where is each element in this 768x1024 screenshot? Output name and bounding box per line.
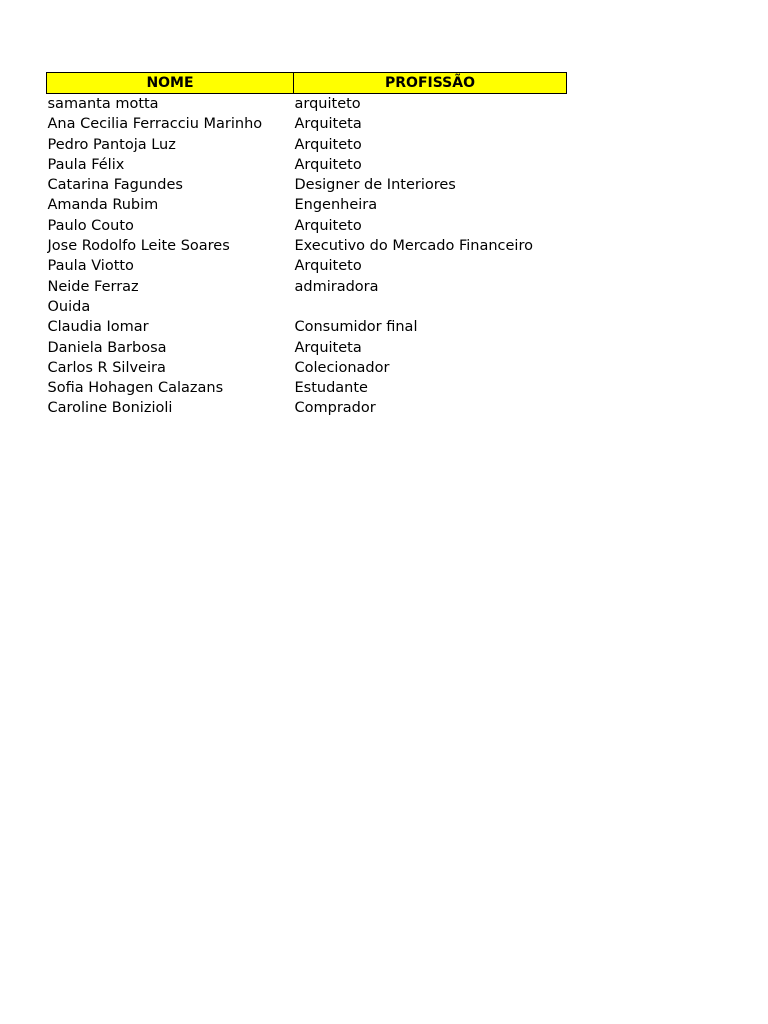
name-cell: Ana Cecilia Ferracciu Marinho	[47, 116, 263, 133]
table-row	[47, 175, 567, 195]
name-cell: Paula Viotto	[47, 258, 134, 275]
name-cell: Sofia Hohagen Calazans	[47, 380, 224, 397]
name-cell: Daniela Barbosa	[47, 339, 167, 356]
table-row	[47, 94, 567, 115]
table-row	[47, 277, 567, 297]
spreadsheet	[46, 72, 566, 419]
table-row	[47, 358, 567, 378]
name-cell: Amanda Rubim	[47, 197, 159, 214]
profession-cell: Engenheira	[294, 197, 378, 214]
header-nome: NOME	[47, 73, 294, 94]
header-profissao: PROFISSÃO	[294, 73, 567, 94]
profession-cell: Comprador	[294, 400, 376, 417]
table-row	[47, 256, 567, 276]
profession-cell: Colecionador	[294, 359, 390, 376]
profession-cell: Designer de Interiores	[294, 177, 456, 194]
name-cell: Pedro Pantoja Luz	[47, 136, 176, 153]
profession-cell: Estudante	[294, 380, 368, 397]
profession-cell	[294, 297, 567, 317]
name-cell: Caroline Bonizioli	[47, 400, 173, 417]
name-cell: Carlos R Silveira	[47, 359, 166, 376]
profession-cell: Consumidor final	[294, 319, 418, 336]
name-cell: samanta motta	[47, 96, 159, 112]
profession-cell: Arquiteta	[294, 339, 362, 356]
name-cell: Claudia Iomar	[47, 319, 149, 336]
table-body	[47, 94, 567, 419]
profession-cell: admiradora	[294, 278, 379, 295]
profession-cell: Arquiteto	[294, 217, 362, 234]
name-cell: Paulo Couto	[47, 217, 134, 234]
table-row	[47, 135, 567, 155]
name-cell: Ouida	[47, 298, 91, 315]
table-row	[47, 155, 567, 175]
name-cell: Paula Félix	[47, 156, 125, 173]
profession-cell: Arquiteta	[294, 116, 362, 133]
table-row	[47, 317, 567, 337]
name-cell: Catarina Fagundes	[47, 177, 183, 194]
table-row	[47, 398, 567, 418]
profession-cell: Arquiteto	[294, 136, 362, 153]
table-row	[47, 236, 567, 256]
profession-cell: arquiteto	[294, 96, 361, 112]
table-row	[47, 216, 567, 236]
table-row	[47, 114, 567, 134]
profession-cell: Arquiteto	[294, 258, 362, 275]
table-row	[47, 195, 567, 215]
header-row	[47, 73, 567, 94]
table-row	[47, 297, 567, 317]
table-row	[47, 338, 567, 358]
name-cell: Jose Rodolfo Leite Soares	[47, 238, 230, 255]
table-row	[47, 378, 567, 398]
profession-cell: Arquiteto	[294, 156, 362, 173]
profession-cell: Executivo do Mercado Financeiro	[294, 238, 533, 255]
name-profession-table	[46, 72, 567, 419]
name-cell: Neide Ferraz	[47, 278, 139, 295]
